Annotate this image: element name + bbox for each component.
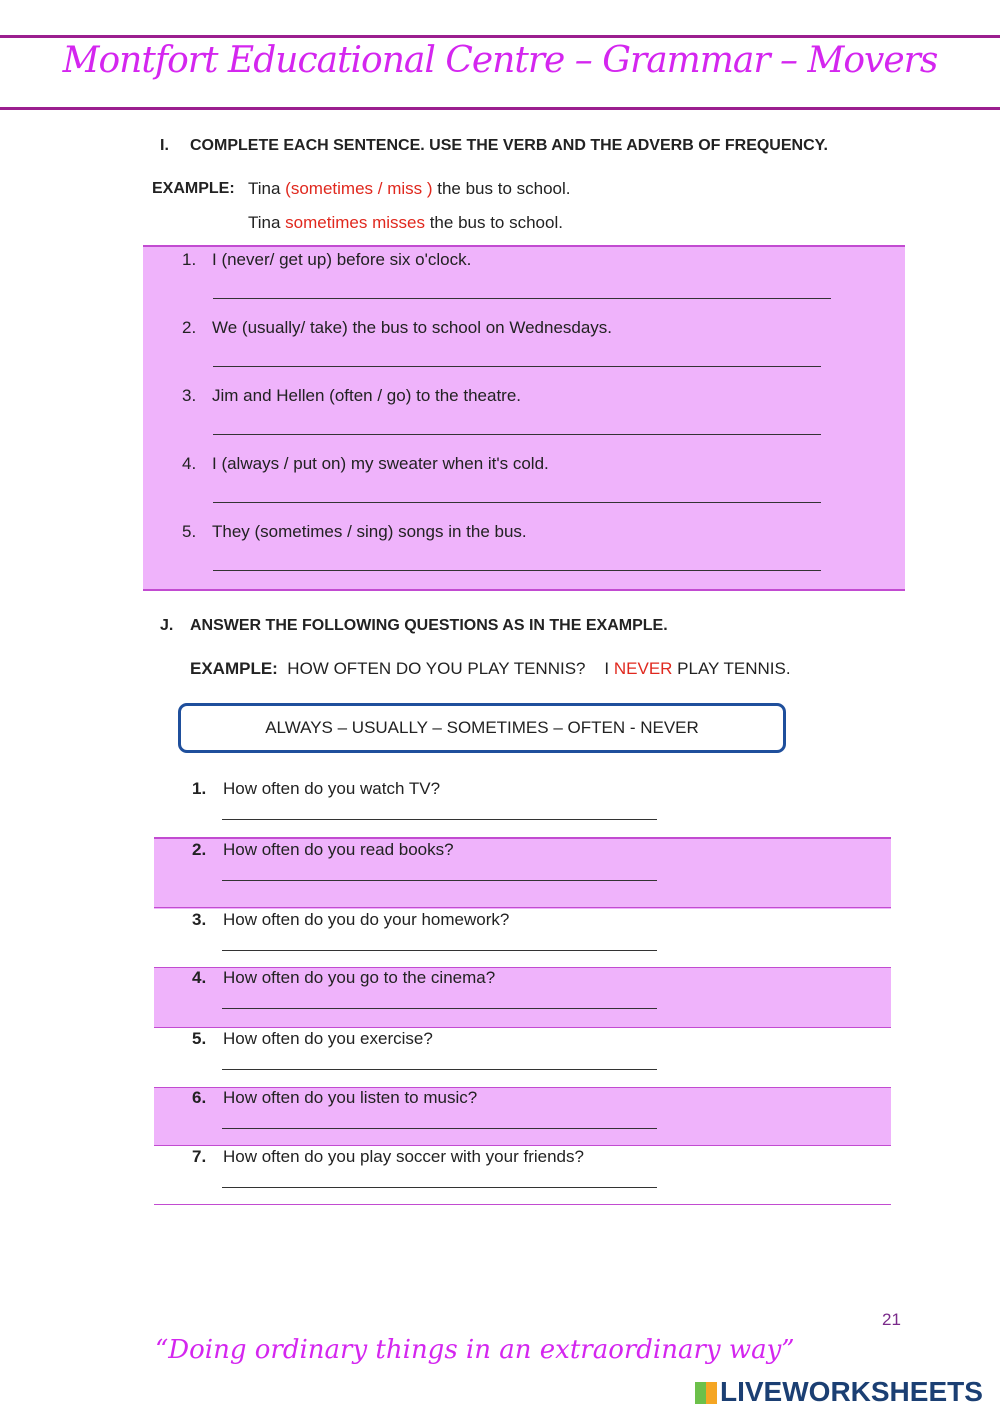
page-title: Montfort Educational Centre – Grammar – Movers xyxy=(62,40,938,81)
example-prompt xyxy=(248,179,571,199)
answer-line[interactable] xyxy=(213,570,821,571)
logo-text: LIVEWORKSHEETS xyxy=(720,1376,983,1407)
item-number: 1. xyxy=(182,250,197,269)
example-text: Tina xyxy=(248,179,286,198)
item-number: 4. xyxy=(182,454,197,473)
section-i-heading: COMPLETE EACH SENTENCE. USE THE VERB AND THE ADVERB OF FREQUENCY. xyxy=(190,137,828,154)
answer-line[interactable] xyxy=(222,1187,657,1188)
answer-line[interactable] xyxy=(213,366,821,367)
answer-line[interactable] xyxy=(222,819,657,820)
question-number: 2. xyxy=(192,840,207,859)
example-text: the bus to school. xyxy=(424,213,563,232)
question-number: 6. xyxy=(192,1088,207,1107)
answer-line[interactable] xyxy=(213,434,821,435)
example-text: the bus to school. xyxy=(432,179,571,198)
item-prompt: We (usually/ take) the bus to school on Wednesdays. xyxy=(212,318,613,337)
item-prompt: They (sometimes / sing) songs in the bus. xyxy=(212,522,527,541)
question-text: How often do you read books? xyxy=(223,840,454,859)
answer-line[interactable] xyxy=(222,1069,657,1070)
question-text: How often do you listen to music? xyxy=(223,1088,478,1107)
adverb-word-box: ALWAYS – USUALLY – SOMETIMES – OFTEN - NEVER xyxy=(178,703,786,753)
page-number: 21 xyxy=(882,1310,901,1329)
answer-line[interactable] xyxy=(213,502,821,503)
answer-line[interactable] xyxy=(222,1008,657,1009)
example-label: EXAMPLE: xyxy=(190,659,278,678)
row-divider xyxy=(154,907,891,908)
logo-icon xyxy=(695,1382,717,1404)
example-text: Tina xyxy=(248,213,286,232)
item-prompt: Jim and Hellen (often / go) to the theatre. xyxy=(212,386,522,405)
row-divider xyxy=(154,1027,891,1028)
section-j-heading: ANSWER THE FOLLOWING QUESTIONS AS IN THE EXAMPLE. xyxy=(190,617,668,634)
question-text: How often do you watch TV? xyxy=(223,779,441,798)
liveworksheets-logo xyxy=(695,1376,985,1408)
question-number: 1. xyxy=(192,779,207,798)
question-text: How often do you go to the cinema? xyxy=(223,968,496,987)
section-j-example xyxy=(190,659,791,679)
question-number: 7. xyxy=(192,1147,207,1166)
row-divider xyxy=(154,1204,891,1205)
answer-line[interactable] xyxy=(222,1128,657,1129)
question-text: How often do you do your homework? xyxy=(223,910,510,929)
item-number: 3. xyxy=(182,386,197,405)
question-number: 5. xyxy=(192,1029,207,1048)
footer-quote: “Doing ordinary things in an extraordinary way” xyxy=(155,1335,795,1365)
header-bottom-rule xyxy=(0,107,1000,110)
header-top-rule xyxy=(0,35,1000,38)
item-number: 2. xyxy=(182,318,197,337)
example-hint: (sometimes / miss ) xyxy=(285,179,433,198)
question-number: 4. xyxy=(192,968,207,987)
answer-line[interactable] xyxy=(222,950,657,951)
section-j-number: J. xyxy=(160,617,174,634)
example-question: HOW OFTEN DO YOU PLAY TENNIS? xyxy=(287,659,586,678)
question-text: How often do you exercise? xyxy=(223,1029,433,1048)
example-answer xyxy=(248,213,563,233)
example-answer-highlight: NEVER xyxy=(613,659,673,678)
section-i-example-label: EXAMPLE: xyxy=(152,180,235,197)
example-text: PLAY TENNIS. xyxy=(672,659,791,678)
answer-line[interactable] xyxy=(213,298,831,299)
question-number: 3. xyxy=(192,910,207,929)
example-answer-highlight: sometimes misses xyxy=(285,213,425,232)
example-text: I xyxy=(604,659,614,678)
item-prompt: I (always / put on) my sweater when it's cold. xyxy=(212,454,549,473)
item-prompt: I (never/ get up) before six o'clock. xyxy=(212,250,472,269)
question-text: How often do you play soccer with your friends? xyxy=(223,1147,584,1166)
item-number: 5. xyxy=(182,522,197,541)
row-divider xyxy=(154,1145,891,1146)
answer-line[interactable] xyxy=(222,880,657,881)
section-i-number: I. xyxy=(160,137,169,154)
